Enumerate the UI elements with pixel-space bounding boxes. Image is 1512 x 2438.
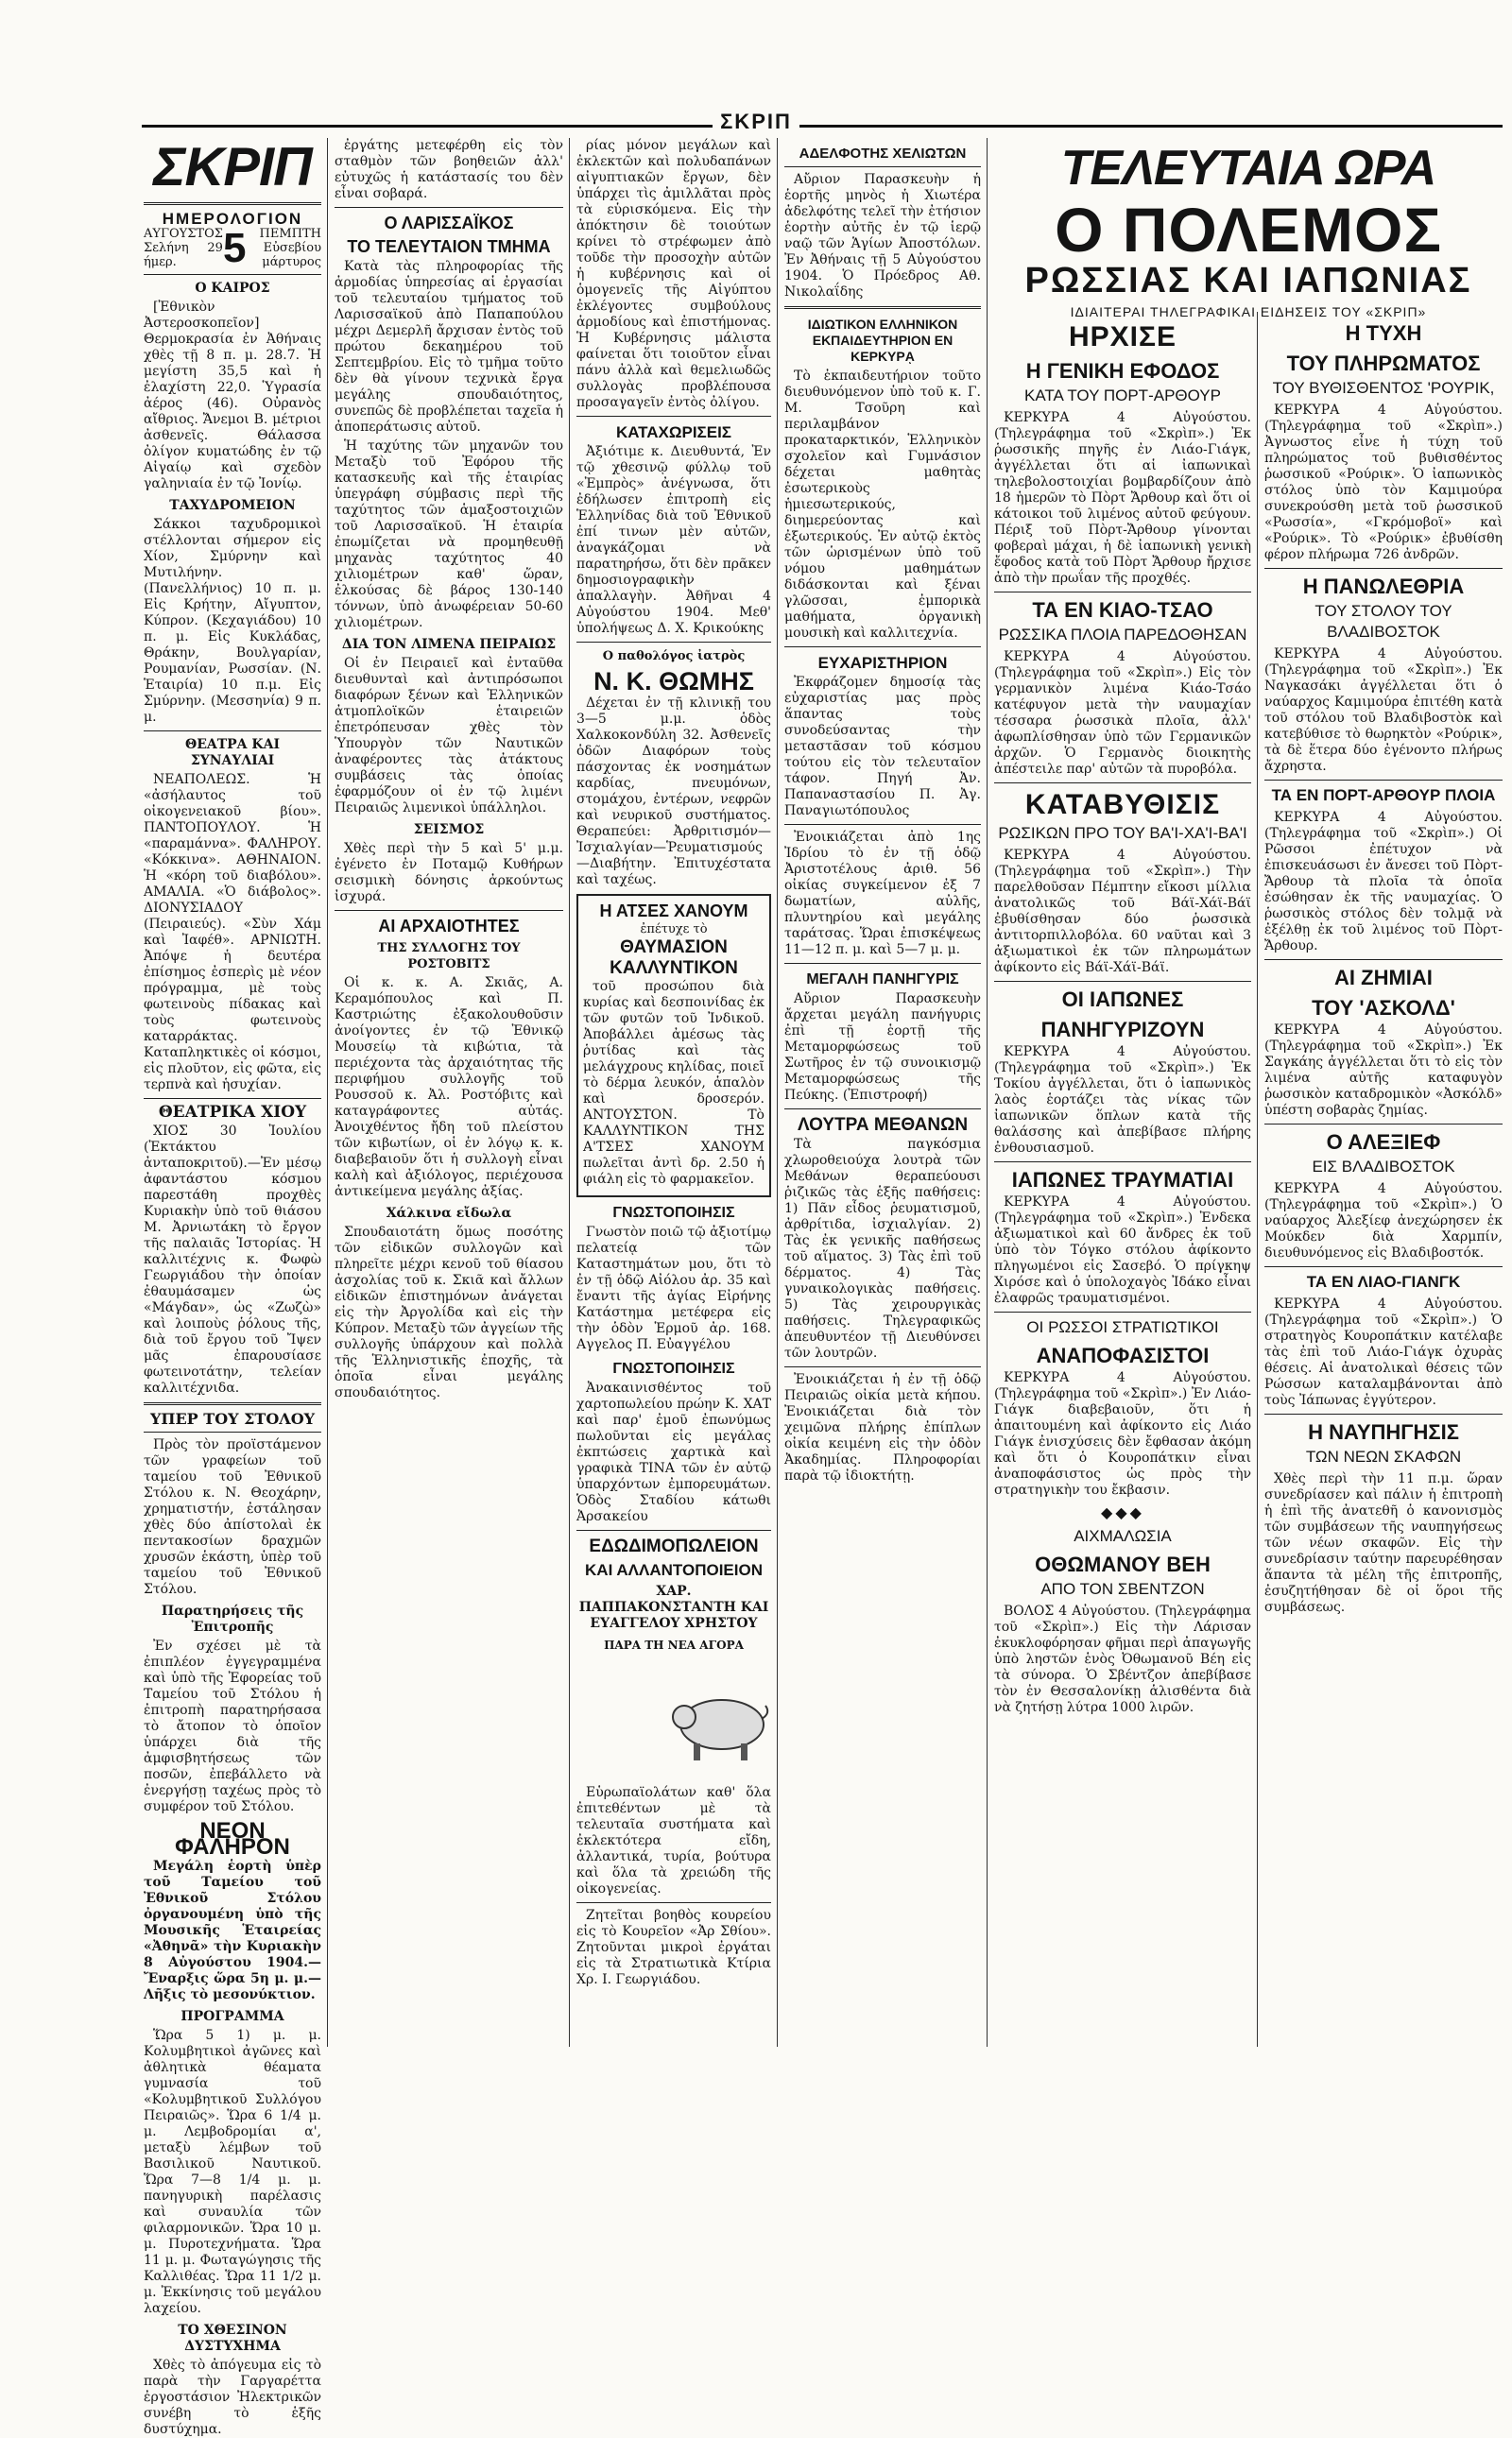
cosmetic-ad — [576, 894, 771, 1197]
section-heading: ΑΙΧΜΑΛΩΣΙΑ — [1074, 1527, 1172, 1545]
dispatch-text: ΚΕΡΚΥΡΑ 4 Αὐγούστου. (Τηλεγράφημα τοῦ «Σκρὶπ».) Οἱ Ρῶσσοι ἐπέτυχον νὰ ἐπισκευάσωσι ἐν ἄνεσει τοῦ Πὸρτ-Ἄρθουρ τὰ πλοῖα τὰ ὁποῖα ἐσώθησαν ἐκ τῆς ναυμαχίας. Ὁ ῥωσσικὸς στόλος δὲν τολμᾷ νὰ ἐξέλθῃ ἐκ τοῦ λιμένος τοῦ Πὸρτ-Ἄρθουρ. — [1264, 810, 1503, 953]
column-rule — [987, 138, 988, 2047]
section-heading: Η ΠΑΝΩΛΕΘΡΙΑ — [1302, 575, 1465, 598]
post-text: Σάκκοι ταχυδρομικοὶ στέλλονται σήμερον εἰς Χίον, Σμύρνην καὶ Μυτιλήνην. (Πανελλήνιος) 10 π. μ. Εἰς Κρήτην, Αἴγυπτον, Κύπρον. (Κεχαγιάδου) 10 π. μ. Εἰς Κυκλάδας, Θράκην, Βουλγαρίαν, Ρουμανίαν, Ρωσσίαν. (Ν. Ἑταιρία) 10 π.μ. Εἰς Σμύρνην. (Μεσσηνία) 9 π. μ. — [144, 517, 321, 725]
programme-heading: ΠΡΟΓΡΑΜΜΑ — [180, 2009, 284, 2024]
notice-heading: ΓΝΩΣΤΟΠΟΙΗΣΙΣ — [612, 1361, 735, 1377]
bronze-heading: Χάλκινα εἴδωλα — [386, 1206, 512, 1221]
column-rule — [569, 138, 570, 2047]
doctor-name: Ν. Κ. ΘΩΜΗΣ — [593, 667, 754, 695]
pig-illustration — [667, 1658, 771, 1781]
piraeus-heading: ΔΙΑ ΤΟΝ ΛΙΜΕΝΑ ΠΕΙΡΑΙΩΣ — [341, 637, 557, 652]
section-heading: Η ΤΥΧΗ — [1345, 321, 1422, 345]
remarks-text: Ἐν σχέσει μὲ τὰ ἐπιπλέον ἐγγεγραμμένα καὶ ὑπὸ τῆς Ἐφορείας τοῦ Ταμείου τοῦ Στόλου ἡ ἐπιτροπὴ παρατηρήσασα τὸ ἄτοπον τὸ ὁποῖον ὑπάρχει διὰ τῆς ἀμφισβητήσεως τῶν ποσῶν, ἐπεβάλλετο νὰ ἐνεργήσῃ ταχέως πρὸς τὸ συμφέρον τοῦ Στόλου. — [144, 1639, 321, 1814]
brotherhood-heading: ΑΔΕΛΦΟΤΗΣ ΧΕΛΙΩΤΩΝ — [799, 146, 967, 162]
section-subheading: ΤΟΥ ΒΥΘΙΣΘΕΝΤΟΣ 'ΡΟΥΡΙΚ, — [1272, 379, 1495, 397]
column-rule — [1257, 312, 1258, 2047]
larissa-text: Κατὰ τὰς πληροφορίας τῆς ἁρμοδίας ὑπηρεσίας αἱ ἐργασίαι τοῦ τελευταίου τμήματος τοῦ Λαρισσαϊκοῦ ἀπὸ Παπαπούλου μέχρι Δεμερλῆ ἄρχισαν ἐντὸς τοῦ πρώτου δεκαημέρου τοῦ Σεπτεμβρίου. Εἰς τὸ τμῆμα τοῦτο δὲν θὰ γίνουν τεχνικὰ ἔργα μεγάλης σπουδαιότητος, συνεπῶς δὲ προβλέπεται ταχεῖα ἡ ἀποπεράτωσις αὐτοῦ. — [335, 259, 563, 435]
dispatch-text: ΚΕΡΚΥΡΑ 4 Αὐγούστου. (Τηλεγράφημα τοῦ «Σκρὶπ».) Ἀγνωστος εἶνε ἡ τύχη τοῦ πληρώματος τοῦ βυθισθέντος ῥωσσικοῦ «Ρούρικ». Ὁ ἰαπωνικὸς στόλος ὑπὸ τὸν Καμιμούρα συνεκρούσθη μετὰ τοῦ ῥωσσικοῦ «Ρωσσία», «Γκρόμοβοϊ» καὶ «Ρούρικ». Τὸ «Ρούρικ» ἐβυθίσθη φέρον πλήρωμα 726 ἀνδρῶν. — [1264, 403, 1503, 562]
section-subheading: ΕΙΣ ΒΛΑΔΙΒΟΣΤΟΚ — [1312, 1158, 1455, 1176]
post-heading: ΤΑΧΥΔΡΟΜΕΙΟΝ — [169, 498, 296, 513]
doctor-text: Δέχεται ἐν τῇ κλινικῇ του 3—5 μ.μ. ὁδὸς Χαλκοκονδύλη 32. Ἀσθενεῖς ὁδῶν Διαφόρων τοὺς πάσχοντας ἐκ νοσημάτων καρδίας, πνευμόνων, στομάχου, ἐντέρων, νεφρῶν καὶ νευρικοῦ συστήματος. Θεραπεύει: Ἀρθριτισμόν—Ἰσχιαλγίαν—Ῥευματισμούς—Διαβήτην. Ἐπιτυχέστατα καὶ ταχέως. — [576, 695, 771, 887]
column-5 — [994, 316, 1251, 2047]
entries-text: Ἀξιότιμε κ. Διευθυντά, Ἐν τῷ χθεσινῷ φύλλῳ τοῦ «Ἐμπρὸς» ἀνέγνωσα, ὅτι ἐδήλωσεν ἐπιτροπὴ εἰς Ἑλληνίδας διὰ τοῦ Ἐθνικοῦ ἐπί τινων μὲν αὐτῶν, ἀναγκάζομαι νὰ παρατηρήσω, ὅτι δὲν πρᾶκεν δημοσιογραφικὴν ἀπαλλαγὴν. Ἀθῆναι 4 Αὐγούστου 1904. Μεθ' ὑπολήψεως Δ. Χ. Κρικούκης — [576, 444, 771, 636]
calendar-weekday: ΠΕΜΠΤΗ — [259, 227, 321, 241]
section-heading: ΟΘΩΜΑΝΟΥ ΒΕΗ — [1035, 1553, 1211, 1576]
engines-text: Ἡ ταχύτης τῶν μηχανῶν του Μεταξὺ τοῦ Ἐφόρου τῆς κατασκευῆς καὶ τῆς ἑταιρίας ὑπεγράφη σύμβασις περὶ τῆς ταχύτητος τῶν ἁμαξοστοιχιῶν τοῦ Λαρισσαϊκοῦ. Ἡ ἑταιρία ἐπωμίζεται νὰ προμηθευθῇ μηχανὰς ταχύτητος 40 χιλιομέτρων καθ' ὥραν, ἐλκούσας δὲ βάρος 130-140 τόννων, ὑπὸ ἀνωφέρειαν 50-60 χιλιομέτρων. — [335, 438, 563, 630]
chios-heading: ΘΕΑΤΡΙΚΑ ΧΙΟΥ — [158, 1103, 307, 1122]
chios-text: ΧΙΟΣ 30 Ἰουλίου (Ἐκτάκτου ἀνταποκριτοῦ).—Ἐν μέσῳ ἀφαντάστου κόσμου παρεστάθη προχθὲς Κυριακὴν ὑπὸ τοῦ θιάσου Μ. Ἀρνιωτάκη τὸ ἔργον τῆς παλαιᾶς Ἱστορίας. Ἡ καλλιτέχνις κ. Φωφὼ Γεωργιάδου τὴν ὁποίαν ἐθαυμάσαμεν ὡς «Μάγδαν», ὡς «Ζωζὼ» καὶ λοιποὺς ῥόλους τῆς, διὰ τοῦ ἔργου τοῦ Ἴψεν μᾶς ἐπαρουσίασε φωτεινοτάτην, τελείαν καλλιτέχνιδα. — [144, 1124, 321, 1396]
calendar-month: ΑΥΓΟΥΣΤΟΣ — [144, 227, 223, 241]
section-heading: ΤΟΥ ΠΛΗΡΩΜΑΤΟΣ — [1286, 352, 1481, 375]
section-heading: Ο ΑΛΕΞΙΕΦ — [1326, 1130, 1441, 1154]
weather-text: [Ἐθνικὸν Ἀστεροσκοπεῖον] Θερμοκρασία ἐν Ἀθήναις χθὲς τῇ 8 π. μ. 28.7. Ἡ μεγίστη 35,5 καὶ ἡ ἐλαχίστη 22,0. Ὑγρασία ἀέρος (46). Οὐρανὸς αἴθριος. Ἄνεμοι Β. μέτριοι ἀσθενεῖς. Θάλασσα ὀλίγον κυματώδης ἐν τῷ Αἰγαίῳ καὶ σχεδὸν γαληνιαία ἐν τῷ Ἰονίῳ. — [144, 300, 321, 491]
antiquities-heading: ΑΙ ΑΡΧΑΙΟΤΗΤΕΣ — [378, 917, 520, 936]
weather-heading: Ο ΚΑΙΡΟΣ — [195, 281, 270, 296]
antiquities-subheading: ΤΗΣ ΣΥΛΛΟΓΗΣ ΤΟΥ ΡΟΣΤΟΒΙΤΣ — [377, 941, 521, 971]
theatre-heading: ΘΕΑΤΡΑ ΚΑΙ ΣΥΝΑΥΛΙΑΙ — [185, 737, 280, 768]
section-heading: ΤΟΥ 'ΑΣΚΟΛΔ' — [1312, 996, 1455, 1020]
section-heading: ΗΡΧΙΣΕ — [1068, 321, 1177, 352]
section-subheading: ΡΩΣΙΚΩΝ ΠΡΟ ΤΟΥ ΒΑ'Ι-ΧΑ'Ι-ΒΑ'Ι — [998, 824, 1247, 842]
notice-text: Ἀνακαινισθέντος τοῦ χαρτοπωλείου πρώην Κ. ΧΑΤ καὶ παρ' ἐμοῦ ἐπωνύμως πωλοῦνται εἰς μεγάλας ἐκπτώσεις χαρτικὰ καὶ γραφικὰ ΤΙΝΑ τῶν ἐν αὐτῷ ὑπαρχόντων ἐμπορευμάτων. Ὁδὸς Σταδίου κάτωθι Ἀρσακείου — [576, 1381, 771, 1524]
faliron-heading: ΝΕΟΝ ΦΑΛΗΡΟΝ — [175, 1818, 290, 1860]
calendar-moon: Σελήνη 29 ήμερ. — [144, 241, 223, 269]
ornament-divider: ◆◆◆ — [1101, 1503, 1144, 1521]
rental-text: Ἐνοικιάζεται ἀπὸ 1ης Ἰδρίου τὸ ἐν τῇ ὁδῷ Ἀριστοτέλους ἀριθ. 56 οἰκίας συγκείμενον ἐξ 7 δωματίων, αὐλῆς, πλυντηρίου καὶ μεγάλης ταράτσας. Ὥραι ἐπισκέψεως 11—12 π. μ. καὶ 5—7 μ. μ. — [784, 830, 981, 957]
remarks-heading: Παρατηρήσεις τῆς Ἐπιτροπῆς — [161, 1604, 304, 1635]
lead-headline-2: Ο ΠΟΛΕΜΟΣ — [1055, 195, 1442, 265]
school-heading: ΙΔΙΩΤΙΚΟΝ ΕΛΛΗΝΙΚΟΝ ΕΚΠΑΙΔΕΥΤΗΡΙΟΝ ΕΝ ΚΕΡΚΥΡᾼ — [807, 317, 958, 364]
antiquities-text: Οἱ κ. κ. Α. Σκιᾶς, Α. Κεραμόπουλος καὶ Π. Καστριώτης ἐξακολουθοῦσιν ἀνοίγοντες ἐν τῷ Ἐθνικῷ Μουσείῳ τὰ κιβώτια, τὰ περιέχοντα τὰς ἀρχαιότητας τῆς περιφήμου συλλογῆς τοῦ Ρουσσοῦ κ. Ἀλ. Ροστόβιτς καὶ καταγράφοντες αὐτάς. Ἀνοιχθέντος ἤδη τοῦ πλείστου τῶν κιβωτίων, οἱ ἐν λόγῳ κ. κ. διαβεβαιοῦν ὅτι ἡ συλλογὴ εἶναι καλὴ καὶ ἀξιόλογος, περιέχουσα ἀντικείμενα μεγάλης ἀξίας. — [335, 975, 563, 1199]
calendar-saint: Εὐσεβίου μάρτυρος — [262, 241, 321, 269]
column-4 — [784, 138, 981, 2047]
accident-heading: ΤΟ ΧΘΕΣΙΝΟΝ ΔΥΣΤΥΧΗΜΑ — [178, 2323, 287, 2354]
dispatch-text: ΚΕΡΚΥΡΑ 4 Αὐγούστου. (Τηλεγράφημα τοῦ «Σκρὶπ».) Ἐν Λιάο-Γιάγκ διαβεβαιοῦν, ὅτι ἡ ἀπαιτουμένη καὶ ἀφίκοντο εἰς Λιάο Γιάγκ ἐνισχύσεις δὲν ἔφθασαν ἀκόμη καὶ ὅτι ὁ Κουροπάτκιν εἶναι ἀναποφάσιστος ὡς πρὸς τὴν στρατηγικὴν του ἔκβασιν. — [994, 1370, 1251, 1498]
dispatch-text: ΚΕΡΚΥΡΑ 4 Αὐγούστου. (Τηλεγράφημα τοῦ «Σκρὶπ».) Ἐκ Ναγκασάκι ἀγγέλλεται ὅτι ὁ ναύαρχος Καμιμούρα ἐπιτέθη κατὰ τοῦ στόλου τοῦ Βλαδιβοστὸκ καὶ κατεβύθισε τὸ θωρηκτὸν «Ρούρικ», τὰ δὲ ἕτερα δύο ἐγένοντο πλήρως ἄχρηστα. — [1264, 646, 1503, 774]
continued-text: ἐργάτης μετεφέρθη εἰς τὸν σταθμὸν τῶν βοηθειῶν ἀλλ' εὐτυχῶς ἡ κατάστασίς του δὲν εἶναι σοβαρά. — [335, 138, 563, 201]
calendar-title: ΗΜΕΡΟΛΟΓΙΟΝ — [162, 210, 303, 228]
section-heading: ΤΑ ΕΝ ΛΙΑΟ-ΓΙΑΝΓΚ — [1306, 1273, 1461, 1291]
cosmetic-ad-product: ΘΑΥΜΑΣΙΟΝ ΚΑΛΛΥΝΤΙΚΟΝ — [610, 937, 738, 978]
larissa-heading: Ο ΛΑΡΙΣΣΑΪΚΟΣ — [384, 214, 514, 232]
theatre-text: ΝΕΑΠΟΛΕΩΣ. Ἡ «ἀσήλαυτος τοῦ οἰκογενειακοῦ βίου». ΠΑΝΤΟΠΟΥΛΟΥ. Ἡ «παραμάννα». ΦΑΛΗΡΟΥ. «Κόκκινα». ΑΘΗΝΑΙΟΝ. Ἡ «κόρη τοῦ διαβόλου». ΑΜΑΛΙΑ. «Ὁ διάβολος». ΔΙΟΝΥΣΙΑΔΟΥ (Πειραιεύς). «Σὺν Χάμ καὶ Ἰαφέθ». ΑΡΝΙΩΤΗ. Ἀπόψε ἡ δευτέρα ἐπίσημος ἐσπερὶς μὲ νέον πρόγραμμα, μὲ τοὺς φωτεινοὺς πίδακας καὶ τοὺς φωτεινοὺς καταρράκτας. Καταπληκτικὲς οἱ κόσμοι, εἰς πλοῦτον, εἰς φῶτα, εἰς τερπνὰ καὶ ἡσυχίαν. — [144, 772, 321, 1092]
section-heading: Η ΝΑΥΠΗΓΗΣΙΣ — [1308, 1420, 1459, 1444]
brotherhood-text: Αὔριον Παρασκευὴν ἡ ἑορτῆς μηνὸς ἡ Χιωτέρα ἀδελφότης τελεῖ τὴν ἐτήσιον ἑορτὴν αὐτῆς ἐν τῷ ἱερῷ ναῷ τῶν Ἁγίων Ἀποστόλων. Ἐν Ἀθήναις τῇ 5 Αὐγούστου 1904. Ὁ Πρόεδρος Αθ. Νικολαΐδης — [784, 172, 981, 300]
lead-headline-4: ΙΔΙΑΙΤΕΡΑΙ ΤΗΛΕΓΡΑΦΙΚΑΙ ΕΙΔΗΣΕΙΣ ΤΟΥ «ΣΚΡΙΠ» — [1070, 304, 1427, 319]
column-rule — [327, 138, 328, 2047]
deli-heading: ΕΔΩΔΙΜΟΠΩΛΕΙΟΝ — [589, 1537, 759, 1556]
small-ads: Ζητεῖται βοηθὸς κουρείου εἰς τὸ Κουρεῖον «Ἀρ Σθίου». Ζητοῦνται μικροὶ ἐργάται εἰς τὰ Στρατιωτικὰ Κτίρια Χρ. Ι. Γεωργιάδου. — [576, 1908, 771, 1987]
thanks-text: Ἐκφράζομεν δημοσίᾳ τὰς εὐχαριστίας μας πρὸς ἅπαντας τοὺς συνοδεύσαντας τὴν μεταστᾶσαν τοῦ κόσμου τούτου εἰς τὸν τελευταῖον τάφον. Πηγή Ἀν. Παπαναστασίου Π. Ἀγ. Παναγιωτόπουλος — [784, 675, 981, 818]
section-heading: ΠΑΝΗΓΥΡΙΖΟΥΝ — [1040, 1018, 1205, 1041]
thanks-heading: ΕΥΧΑΡΙΣΤΗΡΙΟΝ — [817, 654, 948, 672]
rental-text: Ἐνοικιάζεται ἡ ἐν τῇ ὁδῷ Πειραιῶς οἰκία μετὰ κήπου. Ἐνοικιάζεται διὰ τὸν χειμῶνα πλήρης ἐπίπλων οἰκία κειμένη εἰς τὴν ὁδὸν Ἀκαδημίας. Πληροφορίαι παρὰ τῷ ἰδιοκτήτῃ. — [784, 1372, 981, 1484]
fleet-heading: ΥΠΕΡ ΤΟΥ ΣΤΟΛΟΥ — [149, 1410, 316, 1428]
section-heading: ΚΑΤΑΒΥΘΙΣΙΣ — [1024, 789, 1221, 820]
column-1 — [144, 136, 321, 2437]
cosmetic-ad-sub: ἐπέτυχε τὸ — [640, 922, 708, 936]
section-subheading: ΤΟΥ ΣΤΟΛΟΥ ΤΟΥ ΒΛΑΔΙΒΟΣΤΟΚ — [1314, 602, 1452, 641]
dispatch-text: ΚΕΡΚΥΡΑ 4 Αὐγούστου. (Τηλεγράφημα τοῦ «Σκρὶπ».) Ἐκ ῥωσσικῆς πηγῆς ἐν Λιάο-Γιάγκ, ἀγγέλλεται ὅτι αἱ ἰαπωνικαὶ τηλεβολοστοιχίαι βομβαρδίζουν ἀπὸ 18 ἡμερῶν τὸ Πὸρτ Ἄρθουρ καὶ ὅτι οἱ κάτοικοι τοῦ λιμένος αὐτοῦ φεύγουν. Πέριξ τοῦ Πὸρτ-Ἄρθουρ γίνονται φοβεραὶ μάχαι, ἡ δὲ ἰαπωνικὴ γενικὴ ἔφοδος κατὰ τοῦ Πὸρτ Ἄρθουρ ἤρχισε ἀπὸ τὴν πρωΐαν τῆς προχθές. — [994, 410, 1251, 586]
larissa-subheading: ΤΟ ΤΕΛΕΥΤΑΙΟΝ ΤΜΗΜΑ — [347, 237, 551, 256]
section-subheading: ΡΩΣΣΙΚΑ ΠΛΟΙΑ ΠΑΡΕΔΟΘΗΣΑΝ — [998, 626, 1247, 644]
section-heading: ΤΑ ΕΝ ΚΙΑΟ-ΤΣΑΟ — [1032, 598, 1213, 622]
cosmetic-ad-text: τοῦ προσώπου διὰ κυρίας καὶ δεσποινίδας ἐκ τῶν φυτῶν τοῦ Ἰνδικοῦ. Ἀποβάλλει ἀμέσως τὰς ῥυτίδας καὶ τὰς μελάγχρους κηλίδας, ποιεῖ τὸ δέρμα λευκόν, ἁπαλὸν καὶ δροσερόν. ΑΝΤΟΥΣΤΟΝ. Τὸ ΚΑΛΛΥΝΤΙΚΟΝ ΤΗΣ Α'ΤΣΕΣ ΧΑΝΟΥΜ πωλεῖται ἀντὶ δρ. 2.50 ἡ φιάλη εἰς τὸ φαρμακεῖον. — [583, 979, 765, 1187]
cosmetic-ad-heading: Η ΑΤΣΕΣ ΧΑΝΟΥΜ — [599, 901, 748, 920]
quake-text: Χθὲς περὶ τὴν 5 καὶ 5' μ.μ. ἐγένετο ἐν Ποταμῷ Κυθήρων σεισμικὴ δόνησις ἀρκούντως ἰσχυρά. — [335, 841, 563, 904]
dispatch-text: ΚΕΡΚΥΡΑ 4 Αὐγούστου. (Τηλεγράφημα τοῦ «Σκρὶπ».) Ἐκ Σαγκάης ἀγγέλλεται ὅτι τὸ εἰς τὸν λιμένα αὐτῆς καταφυγὸν ῥωσσικὸν καταδρομικὸν «Ἀσκόλδ» ὑπέστη σοβαρὰς ζημίας. — [1264, 1022, 1503, 1118]
dispatch-text: ΚΕΡΚΥΡΑ 4 Αὐγούστου. (Τηλεγράφημα τοῦ «Σκρὶπ».) Ἐκ Τοκίου ἀγγέλλεται, ὅτι ὁ ἰαπωνικὸς λαὸς ἑορτάζει τὰς νίκας τῶν ἰαπωνικῶν ὅπλων κατὰ τῆς θαλάσσης καὶ ἀπεβίβασε πλήρης ἐνθουσιασμοῦ. — [994, 1044, 1251, 1156]
dispatch-text: ΚΕΡΚΥΡΑ 4 Αὐγούστου. (Τηλεγράφημα τοῦ «Σκρὶπ».) Ὁ ναύαρχος Ἀλεξίεφ ἀνεχώρησεν ἐκ Μούκδεν διὰ Χαρμπίν, διευθυνόμενος εἰς Βλαδιβοστόκ. — [1264, 1181, 1503, 1261]
piraeus-text: Οἱ ἐν Πειραιεῖ καὶ ἐνταῦθα διευθυνταὶ καὶ ἀντιπρόσωποι διαφόρων ξένων καὶ Ἑλληνικῶν ἀτμοπλοϊκῶν ἑταιρειῶν ἐπετρόπευσαν χθὲς τὸν Ὑπουργὸν τῶν Ναυτικῶν ἀναφέροντες τὰς ἀτάκτους συμβάσεις τὰς ὁποίας ἐφαρμόζουν οἱ ἐν τῷ λιμένι Πειραιῶς λιμενικοὶ ὑπάλληλοι. — [335, 656, 563, 816]
quake-heading: ΣΕΙΣΜΟΣ — [413, 822, 485, 837]
notice-text: Γνωστὸν ποιῶ τῷ ἀξιοτίμῳ πελατείᾳ τῶν Καταστημάτων μου, ὅτι τὸ ἐν τῇ ὁδῷ Αἰόλου ἀρ. 35 καὶ ἔναντι τῆς ἁγίας Εἰρήνης Κατάστημα μετέφερα εἰς τὴν ὁδὸν Ἑρμοῦ ἀρ. 168. Αγγελος Π. Εὐαγγέλου — [576, 1225, 771, 1352]
notice-heading: ΓΝΩΣΤΟΠΟΙΗΣΙΣ — [612, 1205, 735, 1221]
deli-owners: ΧΑΡ. ΠΑΠΠΑΚΟΝΣΤΑΝΤΗ ΚΑΙ ΕΥΑΓΓΕΛΟΥ ΧΡΗΣΤΟΥ — [578, 1584, 769, 1631]
school-text: Τὸ ἐκπαιδευτήριον τοῦτο διευθυνόμενον ὑπὸ τοῦ κ. Γ. Μ. Τσοῦρη καὶ περιλαμβάνον προκαταρκτικόν, Ἑλληνικὸν σχολεῖον καὶ Γυμνάσιον δέχεται μαθητὰς ἐσωτερικοὺς ἡμιεσωτερικούς, διημερεύοντας καὶ ἐξωτερικούς. Ἐν αὐτῷ ἐκτὸς τῶν ὡρισμένων ὑπὸ τοῦ νόμου μαθημάτων διδάσκονται καὶ ξέναι γλῶσσαι, ἐμπορικὰ μαθήματα, ὀργανικὴ μουσικὴ καὶ καλλιτεχνία. — [784, 369, 981, 641]
deli-place: ΠΑΡΑ ΤΗ ΝΕΑ ΑΓΟΡΑ — [604, 1639, 744, 1652]
lead-headline-1: ΤΕΛΕΥΤΑΙΑ ΩΡΑ — [1060, 141, 1436, 196]
accident-text: Χθὲς τὸ ἀπόγευμα εἰς τὸ παρὰ τὴν Γαργαρέττα ἐργοστάσιον Ἠλεκτρικῶν συνέβη τὸ ἑξῆς δυστύχημα. — [144, 2358, 321, 2437]
section-heading: ΙΑΠΩΝΕΣ ΤΡΑΥΜΑΤΙΑΙ — [1011, 1168, 1234, 1192]
programme-text: Ὥρα 5 1) μ. μ. Κολυμβητικοὶ ἀγῶνες καὶ ἀθλητικὰ θέαματα γυμνασία τοῦ «Κολυμβητικοῦ Συλλόγου Πειραιῶς». Ὥρα 6 1/4 μ. μ. Λεμβοδρομίαι α', μεταξὺ λέμβων τοῦ Βασιλικοῦ Ναυτικοῦ. Ὥρα 7—8 1/4 μ. μ. πανηγυρικὴ παρέλασις καὶ συναυλία τῶν φιλαρμονικῶν. Ὥρα 10 μ. μ. Πυροτεχνήματα. Ὥρα 11 μ. μ. Φωταγώγησις τῆς Καλλιθέας. Ὥρα 11 1/2 μ. μ. Ἐκκίνησις τοῦ μεγάλου λαχείου. — [144, 2028, 321, 2316]
section-heading: ΟΙ ΙΑΠΩΝΕΣ — [1061, 987, 1184, 1011]
column-2 — [335, 138, 563, 2047]
column-rule — [777, 138, 778, 2047]
dispatch-text: ΚΕΡΚΥΡΑ 4 Αὐγούστου. (Τηλεγράφημα τοῦ «Σκρὶπ».) Εἰς τὸν γερμανικὸν λιμένα Κιάο-Τσάο κατέφυγον μετὰ τὴν ναυμαχίαν τέσσαρα ῥωσσικὰ πλοῖα, ἀλλ' ἀφωπλίσθησαν ὑπὸ τῶν Γερμανικῶν ἀρχῶν. Ὁ Γερμανὸς διοικητὴς ἀπέστειλε παρ' αὐτῶν τὰ πυροβόλα. — [994, 649, 1251, 777]
dispatch-text: ΚΕΡΚΥΡΑ 4 Αὐγούστου. (Τηλεγράφημα τοῦ «Σκρὶπ».) Ὁ στρατηγὸς Κουροπάτκιν κατέλαβε τὰς ἐπὶ τοῦ Λιάο-Γιάγκ ὀχυρὰς θέσεις. Αἱ ἀνατολικαὶ θέσεις τῶν Ρώσσων καταλαμβάνονται ἀπὸ τοὺς Ἰάπωνας ἐγγύτερον. — [1264, 1296, 1503, 1408]
column-3 — [576, 138, 771, 2047]
divider — [144, 202, 321, 205]
section-heading: ΤΑ ΕΝ ΠΟΡΤ-ΑΡΘΟΥΡ ΠΛΟΙΑ — [1271, 786, 1496, 804]
section-heading: ΟΙ ΡΩΣΣΟΙ ΣΤΡΑΤΙΩΤΙΚΟΙ — [1026, 1318, 1219, 1336]
baths-text: Τὰ παγκόσμια χλωροθειούχα λουτρὰ τῶν Μεθάνων θεραπεύουσι ῥιζικῶς τὰς ἑξῆς παθήσεις: 1) Πᾶν εἶδος ῥευματισμοῦ, ἀρθρίτιδα, ἰσχιαλγίαν. 2) Τὰς ἐκ γενικῆς παθήσεως τοῦ αἵματος. 3) Τὰς ἐπὶ τοῦ δέρματος. 4) Τὰς γυναικολογικὰς παθήσεις. 5) Τὰς χειρουργικὰς παθήσεις. Τηλεγραφικῶς ἀπευθυντέον τῇ Διευθύνσει τῶν λουτρῶν. — [784, 1137, 981, 1361]
continued-text: ρίας μόνον μεγάλων καὶ ἐκλεκτῶν καὶ πολυδαπάνων αἰγυπτιακῶν ἔργων, δὲν ὑπάρχει τὶς ἀμιλλᾶται πρὸς τὰ εὑρισκόμενα. Εἰς τὴν ἀπόκτησιν δὲ τοιούτων κρίνει τὸ στρέφωμεν ἀπὸ τοῦδε τὴν προσοχὴν αὐτῶν ἡ κυβέρνησις καὶ οἱ ὁμογενεῖς τῆς Αἰγύπτου ἐκλέγοντες συμβούλους ἁρμοδίους καὶ ἐπιστήμονας. Ἡ Κυβέρνησις μάλιστα φαίνεται ὅτι τοιοῦτον εἶναι πάνυ ἀλλὰ καὶ θεμελιωδῶς συλλογὰς προβλέπουσα προσαγαγεῖν ἐντὸς ὀλίγου. — [576, 138, 771, 410]
entries-heading: ΚΑΤΑΧΩΡΙΣΕΙΣ — [615, 423, 732, 441]
dispatch-text: ΚΕΡΚΥΡΑ 4 Αὐγούστου. (Τηλεγράφημα τοῦ «Σκρὶπ».) Τὴν παρελθοῦσαν Πέμπτην εἴκοσι μίλλια ἀνατολικῶς τοῦ Βάϊ-Χάϊ-Βάϊ ἐβυθίσθησαν δύο ῥωσσικὰ ἀντιτορπιλλοβόλα. 60 ναῦται καὶ 3 ἀξιωματικοὶ ἐκ τῶν πληρωμάτων ἀφίκοντο εἰς Βάϊ-Χάϊ-Βάϊ. — [994, 848, 1251, 975]
bronze-text: Σπουδαιοτάτη ὅμως ποσότης τῶν εἰδικῶν συλλογῶν καὶ πληρεῖτε μέχρι κενοῦ τοῦ θίασου ἀσχολίας τοῦ κ. Σκιᾶ καὶ ἄλλων εἰδικῶν ἐπιστημόνων ἀνάγεται εἰς τὴν Ἀργολίδα καὶ εἰς τὴν Κύπρον. Μεταξὺ τῶν ἀγγείων τῆς συλλογῆς ὑπάρχουν καὶ πολλὰ τῆς Ἑλληνιστικῆς ἐποχῆς, τὰ ὁποῖα εἶναι μεγάλης σπουδαιότητος. — [335, 1225, 563, 1400]
baths-heading: ΛΟΥΤΡΑ ΜΕΘΑΝΩΝ — [797, 1115, 969, 1135]
section-subheading: ΚΑΤΑ ΤΟΥ ΠΟΡΤ-ΑΡΘΟΥΡ — [1023, 386, 1221, 404]
running-head — [0, 110, 1512, 134]
section-heading: ΑΝΑΠΟΦΑΣΙΣΤΟΙ — [1036, 1344, 1210, 1367]
calendar-block — [144, 224, 321, 271]
dispatch-text: ΒΟΛΟΣ 4 Αὐγούστου. (Τηλεγράφημα τοῦ «Σκρὶπ».) Εἰς τὴν Λάρισαν ἐκυκλοφόρησαν φῆμαι περὶ ἀπαγωγῆς ὑπὸ ληστῶν ἑνὸς Ὀθωμανοῦ Βέη εἰς τὰ σύνορα. Ὁ Σβέντζον ἀπεβίβασε τὸν ἐν Θεσσαλονίκῃ ἁλισθέντα διὰ νὰ ζητήσῃ λύτρα 1000 λιρῶν. — [994, 1604, 1251, 1715]
running-head-title: ΣΚΡΙΠ — [713, 110, 799, 133]
festival-heading: ΜΕΓΑΛΗ ΠΑΝΗΓΥΡΙΣ — [806, 971, 959, 987]
dispatch-text: Χθὲς περὶ τὴν 11 π.μ. ὥραν συνεδρίασεν καὶ πάλιν ἡ ἐπιτροπὴ ἡ ἐπὶ τῆς ἀνατεθῆ ὁ κανονισμὸς τῶν συμβάσεων τῆς ναυπηγήσεως τῶν νέων σκαφῶν. Εἰς τὴν συνεδρίασιν ταύτην παρευρέθησαν ἅπαντα τὰ μέλη τῆς ἐπιτροπῆς, ἐσυζητήθησαν δὲ οἱ ὅροι τῆς συμβάσεως. — [1264, 1471, 1503, 1615]
festival-text: Αὔριον Παρασκευὴν ἄρχεται μεγάλη πανήγυρις ἐπὶ τῇ ἑορτῇ τῆς Μεταμορφώσεως τοῦ Σωτῆρος ἐν τῷ συνοικισμῷ Μεταμορφώσεως τῆς Πεύκης. (Ἐπιστροφή) — [784, 991, 981, 1103]
section-subheading: ΑΠΟ ΤΟΝ ΣΒΕΝΤΖΟΝ — [1040, 1580, 1205, 1598]
lead-headline — [994, 138, 1503, 325]
section-subheading: ΤΩΝ ΝΕΩΝ ΣΚΑΦΩΝ — [1305, 1448, 1462, 1466]
newspaper-title: ΣΚΡΙΠ — [153, 136, 312, 197]
fleet-text: Πρὸς τὸν προϊστάμενον τῶν γραφείων τοῦ ταμείου τοῦ Ἐθνικοῦ Στόλου κ. Ν. Θεοχάρην, χρηματιστήν, ἐστάλησαν χθὲς δύο ἀπίστολαὶ ἐκ πεντακοσίων δραχμῶν χρυσῶν ἑκάστη, ὑπὲρ τοῦ ταμείου τοῦ Ἐθνικοῦ Στόλου. — [144, 1437, 321, 1597]
deli-subheading: ΚΑΙ ΑΛΛΑΝΤΟΠΟΙΕΙΟΝ — [585, 1561, 763, 1579]
deli-text: Εὑρωπαϊολάτων καθ' ὅλα ἐπιτεθέντων μὲ τὰ τελευταῖα συστήματα καὶ ἐκλεκτότερα εἴδη, ἀλλαντικά, τυρία, βούτυρα καὶ ὅλα τὰ χρειώδη τῆς οἰκογενείας. — [576, 1785, 771, 1897]
dispatch-text: ΚΕΡΚΥΡΑ 4 Αὐγούστου. (Τηλεγράφημα τοῦ «Σκρὶπ».) Ἐνδεκα ἀξιωματικοὶ καὶ 60 ἄνδρες ἐκ τοῦ ὑπὸ τὸν Τόγκο στόλου ἀφίκοντο πληγωμένοι εἰς Σασεβό. Ὁ πρίγκηψ Χιρόσε καὶ ὁ ὑπολοχαγὸς Ἰδάκο εἶναι ἐλαφρῶς τραυματισμένοι. — [994, 1194, 1251, 1306]
doctor-heading: Ο παθολόγος ἰατρὸς — [602, 649, 746, 663]
section-heading: ΑΙ ΖΗΜΙΑΙ — [1334, 966, 1433, 989]
calendar-day: 5 — [222, 224, 247, 271]
faliron-subtitle: Μεγάλη ἑορτὴ ὑπὲρ τοῦ Ταμείου τοῦ Ἐθνικοῦ Στόλου ὀργανουμένη ὑπὸ τῆς Μουσικῆς Ἑταιρείας «Ἀθηνᾶ» τὴν Κυριακὴν 8 Αὐγούστου 1904.—Ἔναρξις ὥρα 5η μ. μ.—Λῆξις τὸ μεσονύκτιον. — [144, 1859, 321, 2002]
column-6 — [1264, 316, 1503, 2047]
section-heading: Η ΓΕΝΙΚΗ ΕΦΟΔΟΣ — [1025, 359, 1220, 383]
lead-headline-3: ΡΩΣΣΙΑΣ ΚΑΙ ΙΑΠΩΝΙΑΣ — [1024, 261, 1472, 300]
